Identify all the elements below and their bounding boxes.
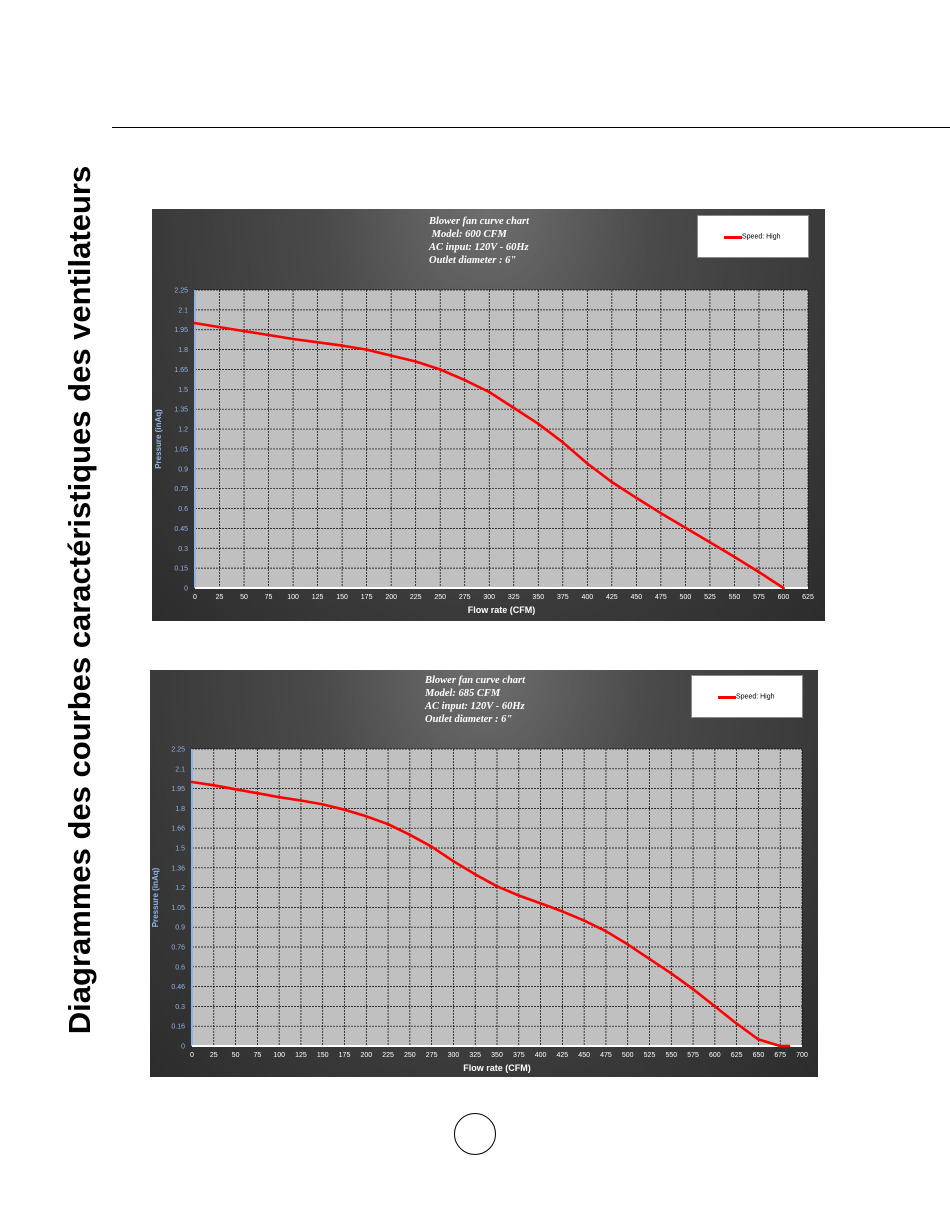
data-point <box>496 885 499 888</box>
data-point <box>452 860 455 863</box>
fan-curve-chart-685 <box>150 670 818 1077</box>
data-point <box>583 919 586 922</box>
y-tick-label: 1.35 <box>174 406 188 414</box>
x-axis-title: Flow rate (CFM) <box>463 1063 531 1073</box>
data-point <box>474 873 477 876</box>
data-point <box>586 462 589 465</box>
data-point <box>341 344 344 347</box>
y-tick-label: 1.66 <box>171 825 185 833</box>
x-tick-label: 625 <box>730 1052 743 1059</box>
data-point <box>278 796 281 799</box>
x-tick-label: 425 <box>605 594 618 601</box>
x-tick-label: 375 <box>512 1052 525 1059</box>
x-tick-label: 225 <box>382 1052 394 1059</box>
y-tick-label: 0.76 <box>171 944 185 952</box>
y-tick-label: 2.1 <box>178 307 188 315</box>
data-point <box>243 330 246 333</box>
x-tick-label: 525 <box>643 1052 656 1059</box>
x-tick-label: 550 <box>728 594 741 601</box>
data-point <box>414 360 417 363</box>
chart-model-line: Model: 685 CFM <box>425 688 501 699</box>
data-point <box>430 845 433 848</box>
data-point <box>684 526 687 529</box>
data-point <box>539 902 542 905</box>
y-tick-label: 0.46 <box>171 984 185 992</box>
y-tick-label: 1.2 <box>175 885 185 893</box>
y-tick-label: 2.25 <box>174 287 188 295</box>
chart-outlet-line: Outlet diameter : 6" <box>425 714 513 725</box>
data-point <box>234 788 237 791</box>
data-point <box>390 354 393 357</box>
header-rule <box>112 127 950 128</box>
data-point <box>733 556 736 559</box>
data-point <box>605 930 608 933</box>
x-tick-label: 500 <box>679 594 692 601</box>
data-point <box>757 1038 760 1041</box>
x-tick-label: 575 <box>753 594 765 601</box>
x-tick-label: 0 <box>190 1052 194 1059</box>
x-tick-label: 100 <box>273 1052 285 1059</box>
data-point <box>365 815 368 818</box>
x-tick-label: 50 <box>231 1052 240 1059</box>
page-number-circle <box>454 1113 496 1155</box>
y-tick-label: 2.25 <box>171 746 185 754</box>
data-point <box>267 334 270 337</box>
x-tick-label: 350 <box>532 594 545 601</box>
data-point <box>562 441 565 444</box>
data-point <box>537 422 540 425</box>
data-point <box>343 808 346 811</box>
data-point <box>191 781 194 784</box>
data-point <box>635 497 638 500</box>
chart-title-line: Blower fan curve chart <box>425 675 526 686</box>
y-tick-label: 0.15 <box>174 565 188 573</box>
x-tick-label: 225 <box>409 594 422 601</box>
y-tick-label: 0.16 <box>171 1023 185 1031</box>
x-axis-title: Flow rate (CFM) <box>467 605 536 615</box>
y-tick-label: 1.5 <box>178 386 188 394</box>
x-tick-label: 25 <box>215 594 224 601</box>
x-tick-label: 400 <box>581 594 594 601</box>
data-point <box>292 338 295 341</box>
data-point <box>670 972 673 975</box>
x-tick-label: 200 <box>385 594 398 601</box>
x-tick-label: 475 <box>655 594 667 601</box>
y-tick-label: 0.3 <box>175 1003 185 1011</box>
x-tick-label: 325 <box>469 1052 482 1059</box>
x-tick-label: 0 <box>193 594 197 601</box>
data-point <box>365 348 368 351</box>
data-point <box>300 799 303 802</box>
plot-area <box>152 209 825 621</box>
y-tick-label: 1.2 <box>178 426 188 434</box>
x-tick-label: 525 <box>704 594 716 601</box>
data-point <box>709 541 712 544</box>
data-point <box>321 803 324 806</box>
y-tick-label: 0.9 <box>175 924 185 932</box>
x-tick-label: 550 <box>665 1052 678 1059</box>
y-axis-title: Pressure (inAq) <box>154 409 163 469</box>
data-point <box>218 326 221 329</box>
y-tick-label: 1.8 <box>175 805 185 813</box>
x-tick-label: 350 <box>491 1052 503 1059</box>
data-point <box>463 379 466 382</box>
x-tick-label: 425 <box>556 1052 569 1059</box>
data-point <box>561 910 564 913</box>
x-tick-label: 125 <box>295 1052 307 1059</box>
data-point <box>316 341 319 344</box>
y-tick-label: 1.95 <box>171 786 185 794</box>
y-tick-label: 0.6 <box>178 506 188 514</box>
legend-label: Speed: High <box>736 693 775 700</box>
x-tick-label: 375 <box>556 594 569 601</box>
data-point <box>758 571 761 574</box>
x-tick-label: 125 <box>311 594 324 601</box>
y-tick-label: 0.75 <box>174 486 188 494</box>
data-point <box>194 322 197 325</box>
x-tick-label: 200 <box>360 1052 373 1059</box>
data-point <box>409 834 412 837</box>
x-tick-label: 325 <box>507 594 520 601</box>
chart-input-line: AC input: 120V - 60Hz <box>429 242 529 253</box>
y-tick-label: 2.1 <box>175 766 185 774</box>
x-tick-label: 25 <box>209 1052 218 1059</box>
chart-outlet-line: Outlet diameter : 6" <box>429 255 517 266</box>
y-tick-label: 1.05 <box>171 904 185 912</box>
x-tick-label: 300 <box>447 1052 460 1059</box>
data-point <box>788 1045 791 1048</box>
data-point <box>779 1045 782 1048</box>
y-tick-label: 0 <box>184 585 188 593</box>
x-tick-label: 150 <box>316 1052 329 1059</box>
data-point <box>714 1005 717 1008</box>
y-tick-label: 1.05 <box>174 446 188 454</box>
x-tick-label: 650 <box>752 1052 765 1059</box>
data-point <box>387 823 390 826</box>
x-tick-label: 275 <box>425 1052 438 1059</box>
x-tick-label: 175 <box>360 594 373 601</box>
y-axis-title: Pressure (inAq) <box>151 867 160 928</box>
y-tick-label: 1.95 <box>174 327 188 335</box>
x-tick-label: 450 <box>578 1052 590 1059</box>
x-tick-label: 600 <box>777 594 790 601</box>
y-tick-label: 0.6 <box>175 964 185 972</box>
y-tick-label: 1.65 <box>174 366 188 374</box>
x-tick-label: 250 <box>434 594 447 601</box>
x-tick-label: 275 <box>458 594 471 601</box>
x-tick-label: 175 <box>338 1052 351 1059</box>
data-point <box>488 391 491 394</box>
plot-background <box>195 290 808 588</box>
chart-model-line: Model: 600 CFM <box>429 229 507 240</box>
x-tick-label: 75 <box>253 1052 262 1059</box>
x-tick-label: 100 <box>287 594 299 601</box>
x-tick-label: 625 <box>802 594 814 601</box>
x-tick-label: 300 <box>483 594 496 601</box>
y-tick-label: 1.5 <box>175 845 185 853</box>
y-tick-label: 1.8 <box>178 347 188 355</box>
page-side-title: Diagrammes des courbes caractéristiques des ventilateurs <box>62 165 97 1035</box>
y-tick-label: 1.36 <box>171 865 185 873</box>
y-tick-label: 0.45 <box>174 525 188 533</box>
x-tick-label: 250 <box>404 1052 416 1059</box>
x-tick-label: 600 <box>709 1052 721 1059</box>
fan-curve-chart-600 <box>152 209 825 621</box>
x-tick-label: 50 <box>240 594 248 601</box>
y-tick-label: 0 <box>181 1043 185 1051</box>
legend-label: Speed: High <box>742 233 781 240</box>
data-point <box>212 784 215 787</box>
y-tick-label: 0.9 <box>178 466 188 474</box>
data-point <box>256 792 259 795</box>
data-point <box>660 512 663 515</box>
data-point <box>692 988 695 991</box>
x-tick-label: 475 <box>600 1052 612 1059</box>
data-point <box>648 958 651 961</box>
data-point <box>611 481 614 484</box>
x-tick-label: 150 <box>336 594 348 601</box>
data-point <box>782 587 785 590</box>
x-tick-label: 575 <box>687 1052 699 1059</box>
x-tick-label: 675 <box>774 1052 787 1059</box>
x-tick-label: 500 <box>621 1052 634 1059</box>
y-tick-label: 0.3 <box>178 545 188 553</box>
x-tick-label: 400 <box>534 1052 547 1059</box>
data-point <box>735 1022 738 1025</box>
chart-title-line: Blower fan curve chart <box>429 216 530 227</box>
data-point <box>517 894 520 897</box>
chart-input-line: AC input: 120V - 60Hz <box>425 701 525 712</box>
data-point <box>512 407 515 410</box>
x-tick-label: 450 <box>630 594 643 601</box>
data-point <box>626 943 629 946</box>
plot-area <box>150 670 818 1077</box>
data-point <box>439 368 442 371</box>
x-tick-label: 700 <box>796 1052 808 1059</box>
x-tick-label: 75 <box>264 594 273 601</box>
